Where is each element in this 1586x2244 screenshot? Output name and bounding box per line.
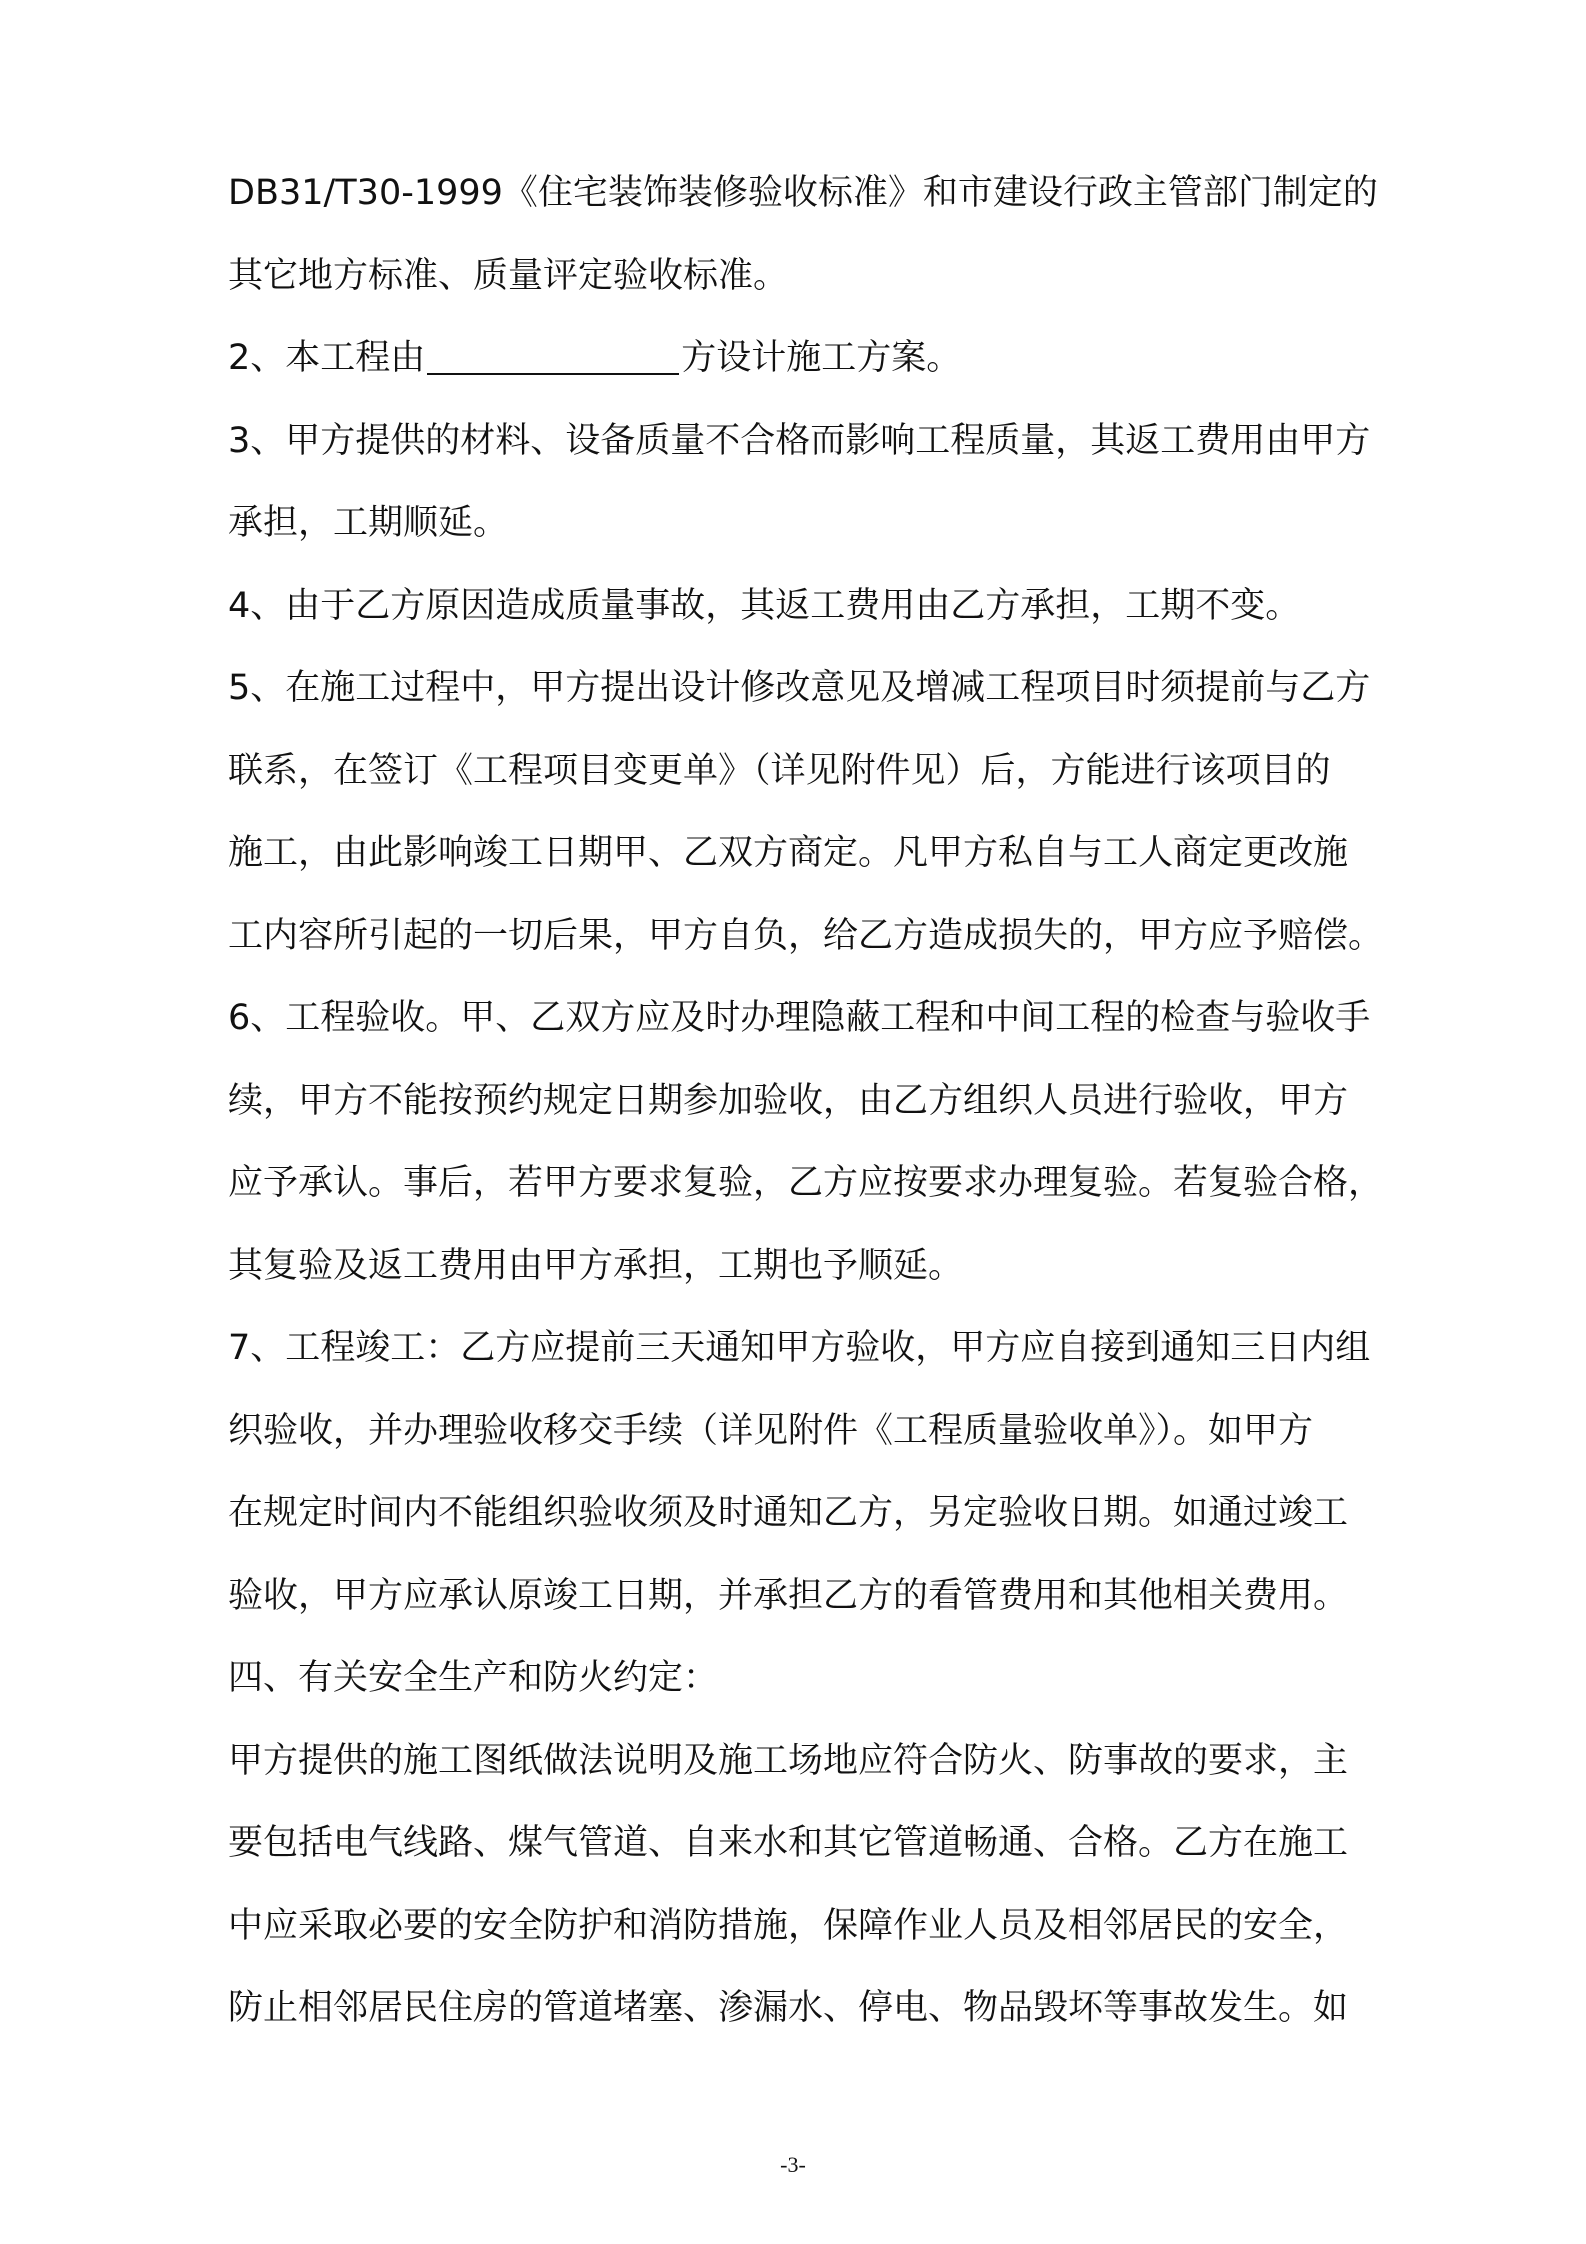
text-line-12: 续，甲方不能按预约规定日期参加验收，由乙方组织人员进行验收，甲方 [228, 1080, 1349, 1121]
page-number: -3- [780, 2152, 806, 2177]
text-line-9: 施工，由此影响竣工日期甲、乙双方商定。凡甲方私自与工人商定更改施 [228, 833, 1349, 873]
fill-in-blank [427, 343, 679, 375]
document-body [228, 152, 1448, 2050]
text-line-2: 其它地方标准、质量评定验收标准。 [228, 255, 789, 296]
text-line-21: 要包括电气线路、煤气管道、自来水和其它管道畅通、合格。乙方在施工 [228, 1823, 1349, 1863]
text-line-22: 中应采取必要的安全防护和消防措施，保障作业人员及相邻居民的安全， [228, 1905, 1349, 1946]
text-line-7: 5、在施工过程中，甲方提出设计修改意见及增减工程项目时须提前与乙方 [228, 668, 1371, 708]
text-line-3-before: 2、本工程由 [228, 338, 426, 378]
text-line-17: 在规定时间内不能组织验收须及时通知乙方，另定验收日期。如通过竣工 [228, 1493, 1349, 1533]
text-line-11: 6、工程验收。甲、乙双方应及时办理隐蔽工程和中间工程的检查与验收手 [228, 998, 1371, 1038]
text-line-8: 联系，在签订《工程项目变更单》（详见附件见）后，方能进行该项目的 [228, 750, 1331, 791]
text-line-6: 4、由于乙方原因造成质量事故，其返工费用由乙方承担，工期不变。 [228, 585, 1301, 626]
section-heading-safety: 四、有关安全生产和防火约定： [228, 1658, 719, 1698]
text-line-3 [228, 317, 1448, 400]
text-line-15: 7、工程竣工：乙方应提前三天通知甲方验收，甲方应自接到通知三日内组 [228, 1328, 1371, 1368]
text-line-3-after: 方设计施工方案。 [681, 338, 962, 378]
text-line-1: DB31/T30-1999《住宅装饰装修验收标准》和市建设行政主管部门制定的 [228, 173, 1378, 213]
text-line-14: 其复验及返工费用由甲方承担，工期也予顺延。 [228, 1245, 964, 1286]
text-line-5: 承担，工期顺延。 [228, 503, 509, 543]
text-line-13: 应予承认。事后，若甲方要求复验，乙方应按要求办理复验。若复验合格， [228, 1163, 1384, 1203]
text-line-10: 工内容所引起的一切后果，甲方自负，给乙方造成损失的，甲方应予赔偿。 [228, 915, 1384, 956]
text-line-4: 3、甲方提供的材料、设备质量不合格而影响工程质量，其返工费用由甲方 [228, 420, 1371, 461]
text-line-16: 织验收，并办理验收移交手续（详见附件《工程质量验收单》）。如甲方 [228, 1410, 1314, 1451]
text-line-23: 防止相邻居民住房的管道堵塞、渗漏水、停电、物品毁坏等事故发生。如 [228, 1988, 1349, 2028]
text-line-20: 甲方提供的施工图纸做法说明及施工场地应符合防火、防事故的要求，主 [228, 1740, 1349, 1781]
text-line-18: 验收，甲方应承认原竣工日期，并承担乙方的看管费用和其他相关费用。 [228, 1575, 1349, 1616]
